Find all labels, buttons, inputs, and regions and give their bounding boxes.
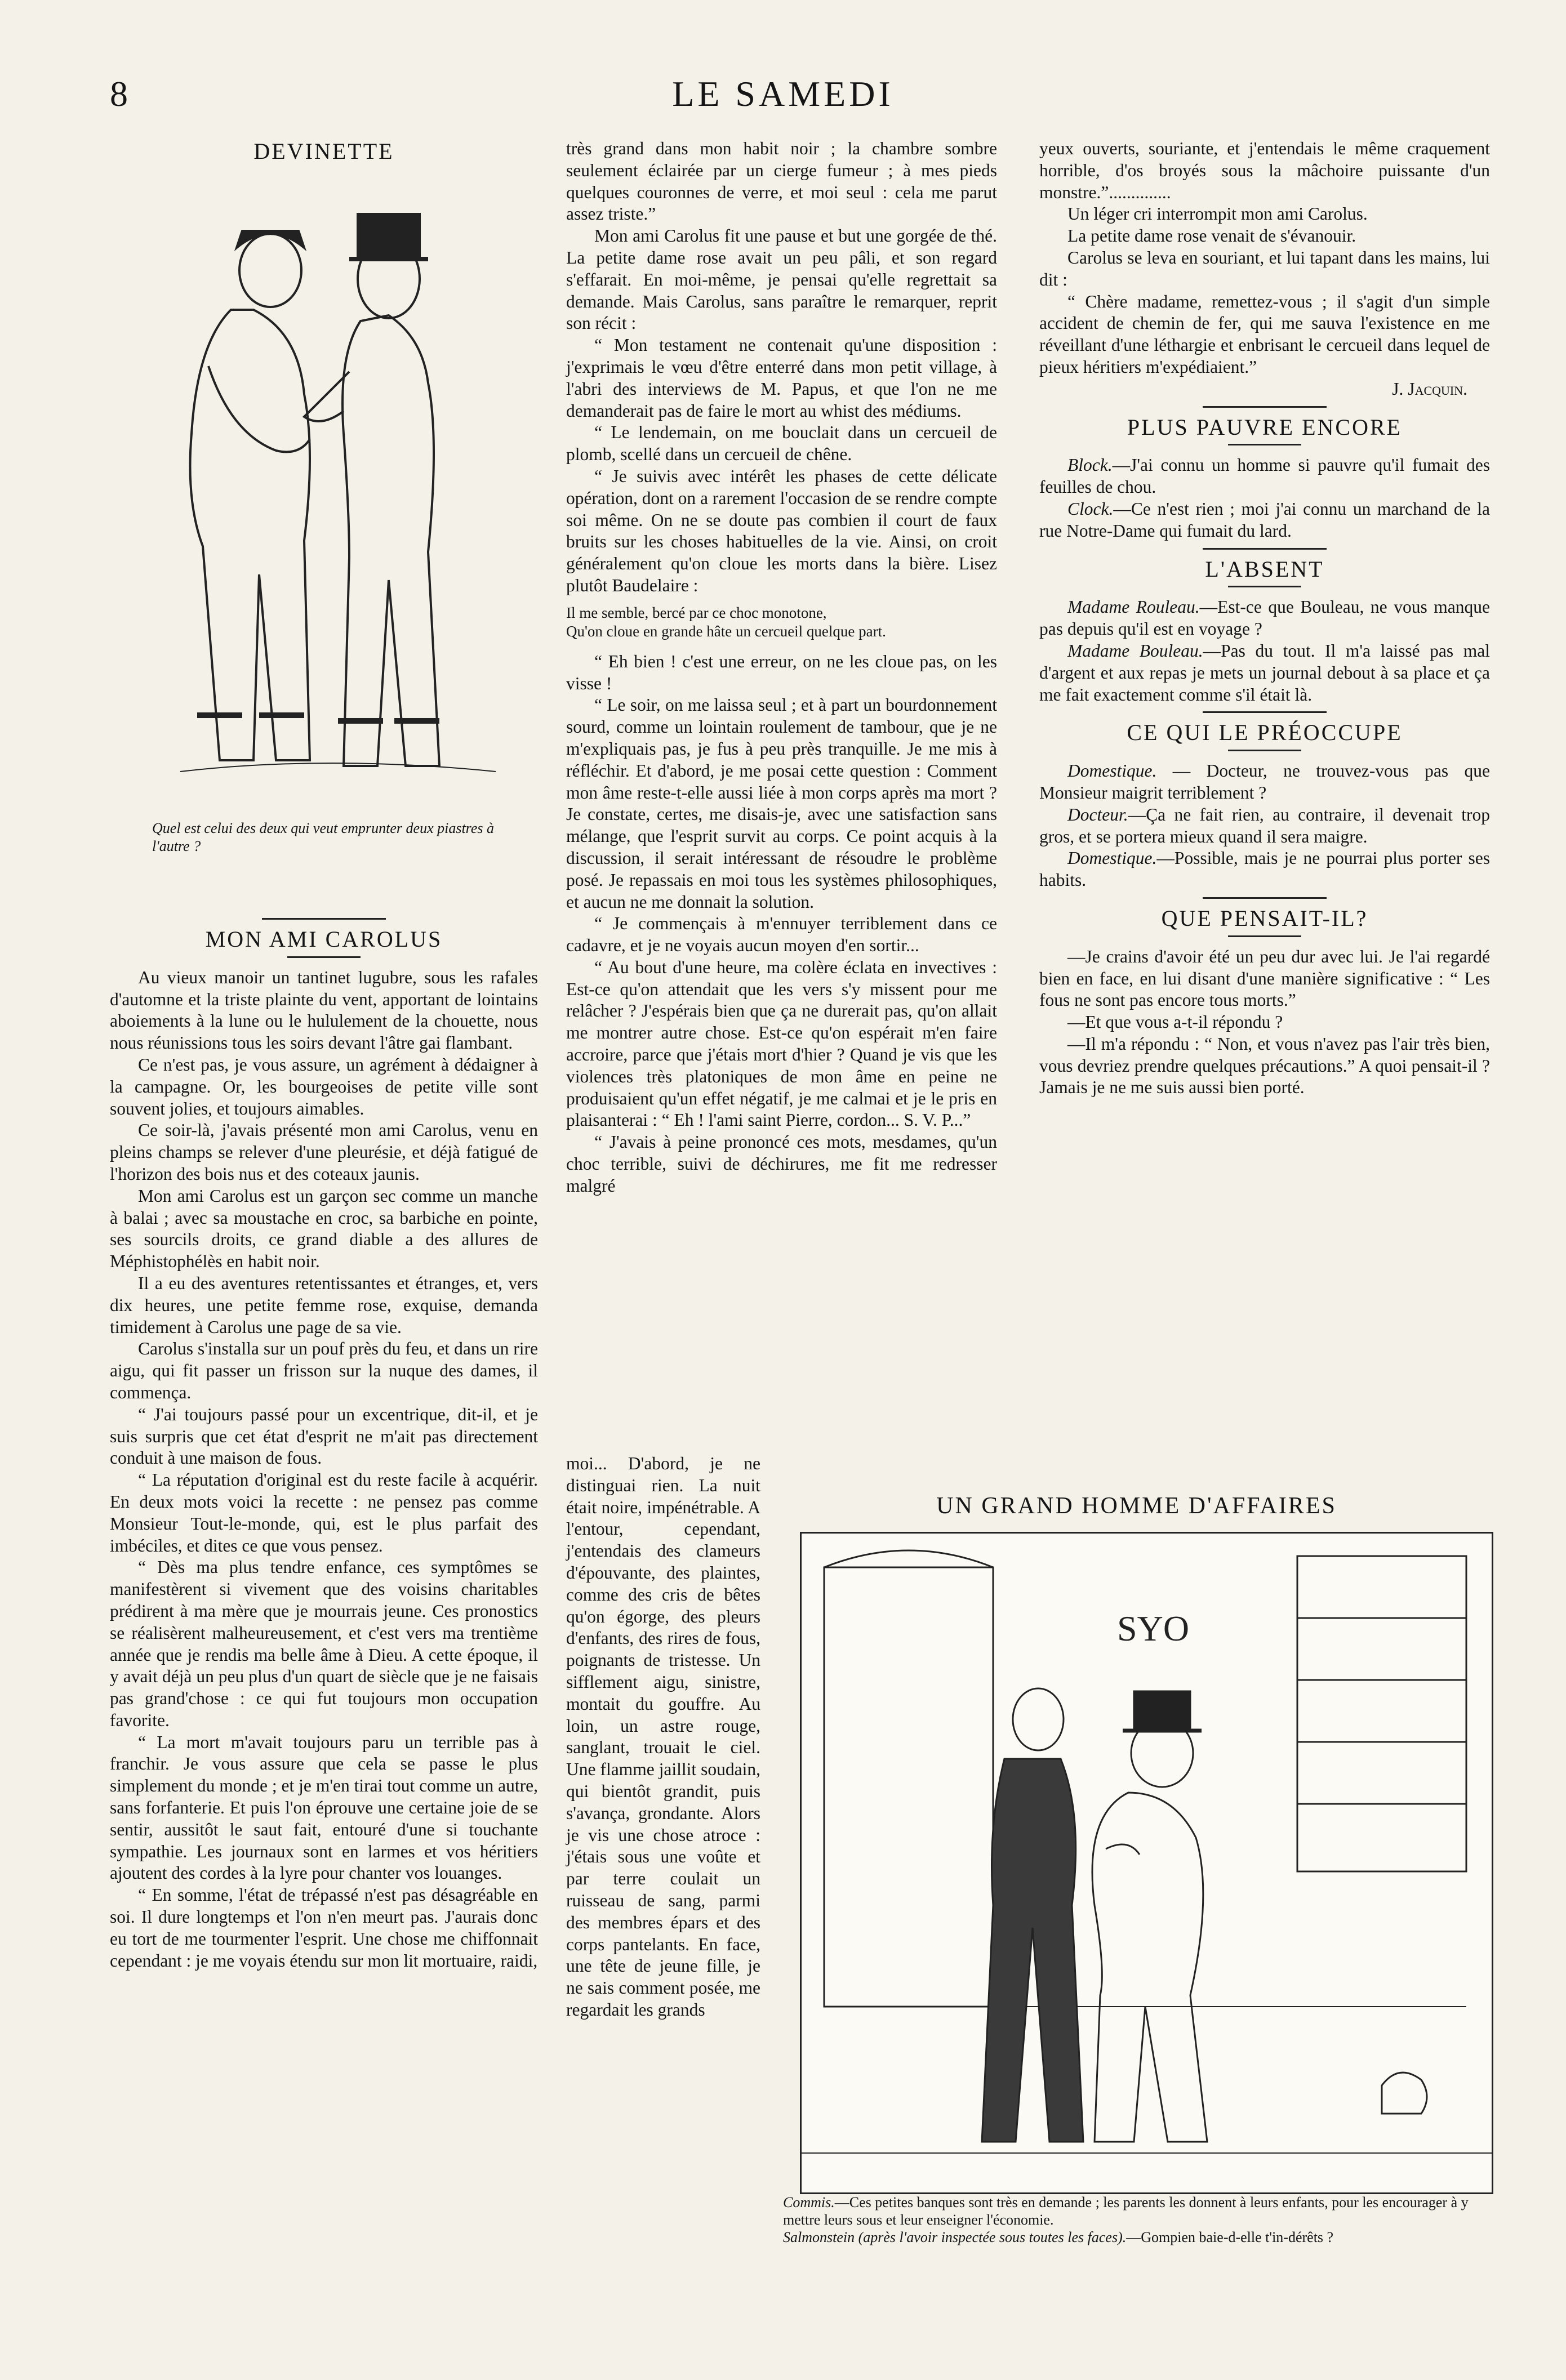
dialogue-line: —Et que vous a-t-il répondu ? bbox=[1067, 1012, 1283, 1032]
paragraph: Au vieux manoir un tantinet lugubre, sous les rafales d'automne et la triste plainte du vent, apportant de lointains aboiements à la lune ou le hululement de la chouette, nous nous réunissions tous les soirs devant l'âtre gai flambant. bbox=[110, 967, 538, 1053]
section-title: PLUS PAUVRE ENCORE bbox=[1127, 414, 1403, 440]
dialogue-line: Domestique. — Docteur, ne trouvez-vous pas que Monsieur maigrit terriblement ? bbox=[1039, 761, 1490, 803]
paragraph: “ Chère madame, remettez-vous ; il s'agit d'un simple accident de chemin de fer, qui me sauva l'existence en me réveillant d'une léthargie et enbrisant le cercueil dans lequel de pieux héritiers m'expédiaient.” bbox=[1039, 291, 1490, 377]
divider bbox=[1228, 586, 1301, 587]
caption-line: Commis.—Ces petites banques sont très en demande ; les parents les donnent à leurs enfants, pour les encourager à y mettre leurs sous et leur enseigner l'économie. bbox=[783, 2194, 1469, 2228]
quote-line: Qu'on cloue en grande hâte un cercueil quelque part. bbox=[566, 622, 886, 640]
paragraph: Carolus s'installa sur un pouf près du feu, et dans un rire aigu, qui fit passer un frisson sur la nuque des dames, il commença. bbox=[110, 1339, 538, 1402]
paragraph: “ Dès ma plus tendre enfance, ces symptômes se manifestèrent si vivement que des voisins charitables prédirent à ma mère que je mourrais jeune. Ces pronostics se réalisèrent malheureusement, et c'est vers ma trentième année que je rendis ma belle âme à Dieu. A cette époque, il y avait déjà un peu plus d'un quart de siècle que je ne faisais pas grand'chose : ce qui fut toujours mon occupation favorite. bbox=[110, 1557, 538, 1730]
divider bbox=[287, 956, 361, 958]
divider bbox=[262, 918, 386, 920]
paragraph: “ La réputation d'original est du reste facile à acquérir. En deux mots voici la recette : ne pensez pas comme Monsieur Tout-le-monde, qui, est le plus parfait des imbéciles, et dites ce que vous pensez. bbox=[110, 1470, 538, 1556]
masthead: LE SAMEDI bbox=[672, 74, 894, 114]
paragraph: Mon ami Carolus est un garçon sec comme un manche à balai ; avec sa moustache en croc, sa barbiche en pointe, ses sourcils droits, ce grand diable a des allures de Méphistophélès en habit noir. bbox=[110, 1185, 538, 1272]
page-number: 8 bbox=[110, 74, 131, 114]
divider bbox=[1203, 548, 1327, 550]
section-title: QUE PENSAIT-IL? bbox=[1161, 905, 1368, 931]
devinette-illustration bbox=[146, 180, 507, 794]
shop-illustration bbox=[800, 1532, 1493, 2194]
dialogue-line: —Il m'a répondu : “ Non, et vous n'avez pas l'air très bien, vous devriez prendre quelques précautions.” A quoi pensait-il ? Jamais je ne me suis aussi bien porté. bbox=[1039, 1033, 1490, 1098]
paragraph: “ La mort m'avait toujours paru un terrible pas à franchir. Je vous assure que cela se passe le plus simplement du monde ; et je m'en tirai tout comme un autre, sans forfanterie. Et puis l'on éprouve une certaine joie de se sentir, aussitôt le saut fait, entouré d'une si touchante sympathie. Les journaux sont en larmes et vos héritiers ajoutent des cordes à la lyre pour chanter vos louanges. bbox=[110, 1732, 538, 1883]
paragraph: “ Je suivis avec intérêt les phases de cette délicate opération, dont on a rarement l'occasion de se rendre compte soi même. On ne se doute pas combien il court de faux bruits sur les choses habituelles de la vie. Ainsi, on croit généralement qu'on cloue les morts dans la bière. Lisez plutôt Baudelaire : bbox=[566, 466, 997, 595]
paragraph: Un léger cri interrompit mon ami Carolus. bbox=[1067, 204, 1368, 224]
paragraph: Mon ami Carolus fit une pause et but une gorgée de thé. La petite dame rose avait un peu pâli, et son regard s'effarait. En moi-même, je pensai qu'elle regrettait sa demande. Mais Carolus, sans paraître le remarquer, reprit son récit : bbox=[566, 226, 997, 333]
paragraph: “ Je commençais à m'ennuyer terriblement dans ce cadavre, et je ne voyais aucun moyen d'en sortir... bbox=[566, 913, 997, 956]
paragraph: yeux ouverts, souriante, et j'entendais le même craquement horrible, d'os broyés sous la mâchoire puissante d'un monstre.”.............. bbox=[1039, 139, 1490, 202]
column-3 bbox=[1039, 138, 1490, 1099]
paragraph: “ Le soir, on me laissa seul ; et à part un bourdonnement sourd, comme un lointain roulement de tambour, que je ne m'expliquais pas, je fus à peu près tranquille. Je me mis à réfléchir. Et d'abord, je me posai cette question : Comment mon âme reste-t-elle aussi liée à mon corps après ma mort ? Je constate, certes, me disais-je, avec une satisfaction sans mélange, que l'esprit survit au corps. Ce point acquis à la discussion, il serait intéressant de résoudre le problème posé. Je repassais en moi tous les systèmes philosophiques, et aucun ne me donnait la solution. bbox=[566, 695, 997, 912]
paragraph: “ Le lendemain, on me bouclait dans un cercueil de plomb, scellé dans un cercueil de chêne. bbox=[566, 422, 997, 465]
shop-caption bbox=[783, 2194, 1490, 2246]
paragraph: “ J'ai toujours passé pour un excentrique, dit-il, et je suis surpris que cet état d'esprit ne m'ait pas directement conduit à une maison de fous. bbox=[110, 1404, 538, 1468]
paragraph: Ce n'est pas, je vous assure, un agrément à dédaigner à la campagne. Or, les bourgeoises de petite ville sont souvent jolies, et toujours aimables. bbox=[110, 1054, 538, 1118]
dialogue-line: —Je crains d'avoir été un peu dur avec lui. Je l'ai regardé bien en face, en lui disant d'une manière significative : “ Les fous ne sont pas encore tous morts.” bbox=[1039, 946, 1490, 1010]
article-title: MON AMI CAROLUS bbox=[205, 926, 443, 952]
dialogue-line: Docteur.—Ça ne fait rien, au contraire, il devenait trop gros, et se portera mieux quand il sera maigre. bbox=[1039, 804, 1490, 846]
paragraph: “ Eh bien ! c'est une erreur, on ne les cloue pas, on les visse ! bbox=[566, 651, 997, 693]
signature: J. Jacquin. bbox=[1392, 378, 1467, 399]
section-title: CE QUI LE PRÉOCCUPE bbox=[1127, 720, 1403, 746]
paragraph: très grand dans mon habit noir ; la chambre sombre seulement éclairée par un cierge fumeur ; à mes pieds quelques couronnes de verre, et moi seul : cela me parut assez triste.” bbox=[566, 139, 997, 224]
divider bbox=[1228, 750, 1301, 751]
divider bbox=[1228, 444, 1301, 445]
divider bbox=[1203, 711, 1327, 713]
baudelaire-quote bbox=[566, 604, 997, 641]
devinette-title: DEVINETTE bbox=[253, 139, 394, 164]
divider bbox=[1203, 897, 1327, 899]
devinette-caption: Quel est celui des deux qui veut emprunter deux piastres à l'autre ? bbox=[152, 820, 494, 854]
paragraph: “ En somme, l'état de trépassé n'est pas désagréable en soi. Il dure longtemps et l'on n'en meurt pas. J'aurais donc eu tort de me tourmenter l'esprit. Une chose me chiffonnait cependant : je me voyais étendu sur mon lit mortuaire, raidi, bbox=[110, 1885, 538, 1971]
dialogue-line: Madame Bouleau.—Pas du tout. Il m'a laissé pas mal d'argent et aux repas je mets un journal debout à sa place et ça me fait exactement comme s'il était là. bbox=[1039, 640, 1490, 705]
divider bbox=[1228, 935, 1301, 937]
quote-line: Il me semble, bercé par ce choc monotone, bbox=[566, 604, 827, 621]
dialogue-line: Block.—J'ai connu un homme si pauvre qu'il fumait des feuilles de chou. bbox=[1039, 455, 1490, 497]
paragraph: Il a eu des aventures retentissantes et étranges, et, vers dix heures, une petite femme rose, exquise, demanda timidement à Carolus une page de sa vie. bbox=[110, 1273, 538, 1337]
paragraph: La petite dame rose venait de s'évanouir. bbox=[1067, 226, 1356, 246]
paragraph: “ Au bout d'une heure, ma colère éclata en invectives : Est-ce qu'on attendait que les vers s'y missent pour me relâcher ? J'espérais bien que ça ne durerait pas, qu'on allait me montrer autre chose. Est-ce qu'on espérait m'en faire accroire, parce que j'étais mort d'hier ? Quand je vis que les violences très platoniques de mon âme en peine ne produisaient qu'un effet négatif, je me calmai et je le pris en plaisanterai : “ Eh ! l'ami saint Pierre, cordon... S. V. P...” bbox=[566, 957, 997, 1130]
dialogue-line: Domestique.—Possible, mais je ne pourrai plus porter ses habits. bbox=[1039, 848, 1490, 890]
paragraph: Ce soir-là, j'avais présenté mon ami Carolus, venu en pleins champs se relever d'une pleurésie, et déjà fatigué de l'horizon des bois nus et des coteaux jaunis. bbox=[110, 1120, 538, 1184]
dialogue-line: Clock.—Ce n'est rien ; moi j'ai connu un marchand de la rue Notre-Dame qui fumait du lard. bbox=[1039, 498, 1490, 541]
shop-scene-drawing bbox=[802, 1534, 1492, 2192]
caption-line: Salmonstein (après l'avoir inspectée sous toutes les faces).—Gompien baie-d-elle t'in-dérêts ? bbox=[783, 2229, 1334, 2245]
paragraph: “ J'avais à peine prononcé ces mots, mesdames, qu'un choc terrible, suivi de déchirures, me fit me redresser malgré bbox=[566, 1132, 997, 1196]
shop-sign: SYO bbox=[1117, 1608, 1190, 1648]
paragraph: “ Mon testament ne contenait qu'une disposition : j'exprimais le vœu d'être enterré dans mon petit village, à l'abri des interviews de M. Papus, et que l'on ne me demanderait pas de faire le mort au whist des médiums. bbox=[566, 335, 997, 421]
paragraph: moi... D'abord, je ne distinguai rien. La nuit était noire, impénétrable. A l'entour, cependant, j'entendais des clameurs d'épouvante, des plaintes, comme des cris de bêtes qu'on égorge, des pleurs d'enfants, des rires de fous, poignants de tristesse. Un sifflement aigu, sinistre, montait du gouffre. Au loin, un astre rouge, sanglant, trouait le ciel. Une flamme jaillit soudain, qui bientôt grandit, puis s'avança, grondante. Alors je vis une chose atroce : j'étais sous une voûte et par terre coulait un ruisseau de sang, parmi des membres épars et des corps pantelants. En face, une tête de jeune fille, je ne sais comment posée, me regardait les grands bbox=[566, 1454, 760, 2020]
column-1 bbox=[110, 912, 538, 1972]
column-2-narrow bbox=[566, 1453, 760, 2021]
cartoon-title: UN GRAND HOMME D'AFFAIRES bbox=[936, 1493, 1337, 1519]
column-2 bbox=[566, 138, 997, 1197]
section-title: L'ABSENT bbox=[1205, 556, 1324, 582]
paragraph: Carolus se leva en souriant, et lui tapant dans les mains, lui dit : bbox=[1039, 247, 1490, 289]
divider bbox=[1203, 406, 1327, 408]
two-men-drawing bbox=[146, 180, 507, 794]
dialogue-line: Madame Rouleau.—Est-ce que Bouleau, ne vous manque pas depuis qu'il est en voyage ? bbox=[1039, 597, 1490, 639]
